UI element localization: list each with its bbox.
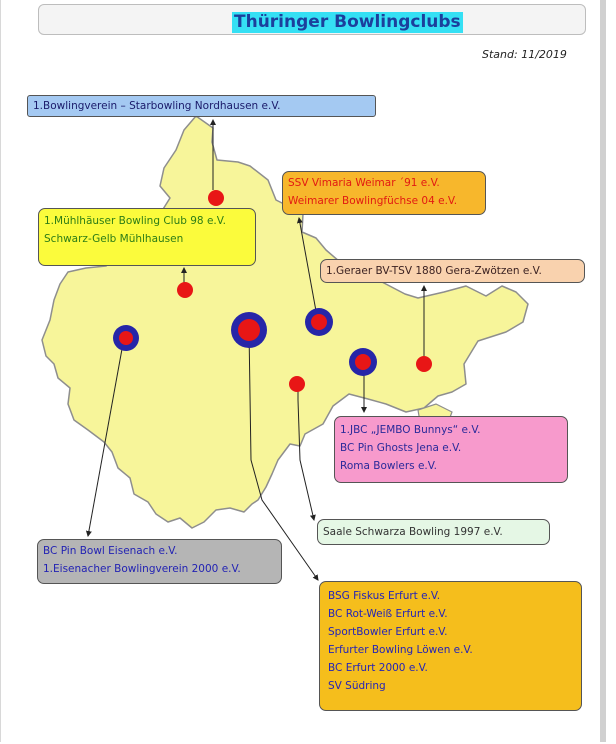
marker-jena (355, 354, 371, 370)
club-name: Weimarer Bowlingfüchse 04 e.V. (288, 195, 458, 207)
marker-saale (289, 376, 305, 392)
club-name: 1.JBC „JEMBO Bunnys“ e.V. (340, 424, 481, 436)
label-box-saale (317, 519, 550, 545)
club-name: BC Pin Ghosts Jena e.V. (340, 442, 462, 454)
club-name: Schwarz-Gelb Mühlhausen (44, 233, 184, 245)
club-name: Saale Schwarza Bowling 1997 e.V. (323, 526, 503, 538)
label-box-jena (334, 416, 568, 483)
club-name: Erfurter Bowling Löwen e.V. (328, 644, 473, 656)
marker-weimar (311, 314, 327, 330)
label-box-eisenach (37, 539, 282, 584)
marker-erfurt (238, 319, 260, 341)
marker-muehlhausen (177, 282, 193, 298)
club-name: SSV Vimaria Weimar ´91 e.V. (288, 177, 440, 189)
page-title: Thüringer Bowlingclubs (234, 12, 461, 32)
club-name: BSG Fiskus Erfurt e.V. (328, 590, 441, 602)
label-box-erfurt (319, 581, 582, 711)
club-name: BC Rot-Weiß Erfurt e.V. (328, 608, 448, 620)
date-stamp: Stand: 11/2019 (482, 48, 567, 61)
club-name: 1.Eisenacher Bowlingverein 2000 e.V. (43, 563, 241, 575)
marker-eisenach (119, 331, 133, 345)
label-box-weimar (282, 171, 486, 215)
marker-nordhausen (208, 190, 224, 206)
club-name: 1.Geraer BV-TSV 1880 Gera-Zwötzen e.V. (326, 265, 542, 277)
club-name: BC Pin Bowl Eisenach e.V. (43, 545, 178, 557)
marker-gera (416, 356, 432, 372)
club-name: 1.Bowlingverein – Starbowling Nordhausen e.V. (33, 100, 281, 112)
club-name: BC Erfurt 2000 e.V. (328, 662, 428, 674)
label-box-nordhausen (27, 95, 376, 117)
label-box-muehlhausen (38, 208, 256, 266)
club-name: 1.Mühlhäuser Bowling Club 98 e.V. (44, 215, 226, 227)
club-name: SV Südring (328, 680, 386, 692)
club-name: SportBowler Erfurt e.V. (328, 626, 448, 638)
club-name: Roma Bowlers e.V. (340, 460, 437, 472)
label-box-gera (320, 259, 585, 283)
